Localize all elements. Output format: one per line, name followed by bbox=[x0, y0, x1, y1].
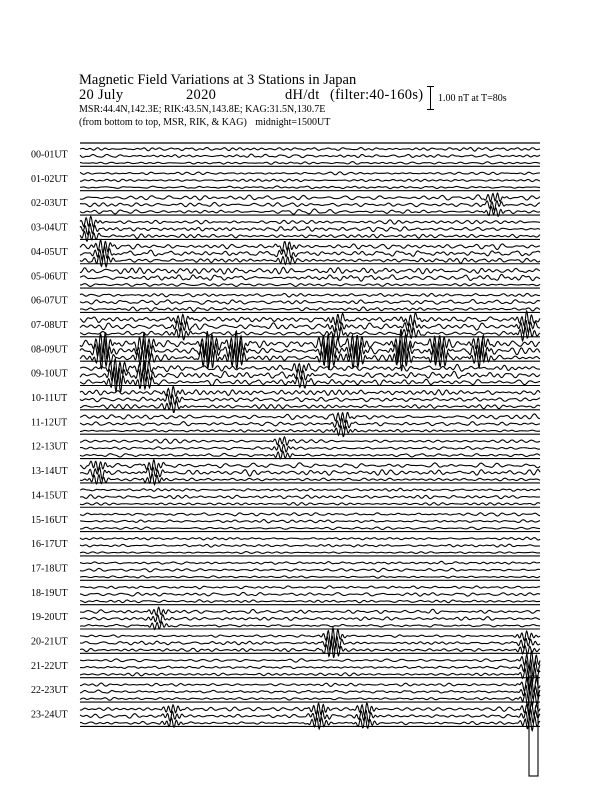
trace-msr bbox=[80, 527, 540, 529]
trace-kag bbox=[80, 148, 540, 152]
hour-label: 22-23UT bbox=[31, 685, 68, 697]
filter-label: (filter:40-160s) bbox=[330, 87, 424, 103]
trace-rik bbox=[80, 366, 540, 384]
trace-order-note: (from bottom to top, MSR, RIK, & KAG) bbox=[79, 117, 247, 128]
hour-row bbox=[31, 240, 540, 267]
hour-row bbox=[31, 488, 540, 507]
hour-row bbox=[31, 172, 540, 191]
trace-kag bbox=[80, 293, 540, 297]
hour-label: 15-16UT bbox=[31, 514, 68, 526]
hour-row bbox=[31, 311, 540, 341]
trace-rik bbox=[80, 444, 540, 452]
midnight-note: midnight=1500UT bbox=[255, 117, 331, 128]
trace-rik bbox=[80, 495, 540, 499]
scale-label: 1.00 nT at T=80s bbox=[438, 93, 507, 104]
trace-kag bbox=[80, 311, 540, 326]
trace-kag bbox=[80, 677, 540, 693]
hour-label: 10-11UT bbox=[31, 393, 68, 404]
hour-label: 23-24UT bbox=[31, 709, 68, 721]
trace-msr bbox=[80, 642, 540, 657]
hour-label: 16-17UT bbox=[31, 539, 68, 551]
trace-msr bbox=[80, 283, 540, 286]
hour-label: 01-02UT bbox=[31, 173, 68, 185]
hour-label: 02-03UT bbox=[31, 198, 68, 210]
hour-row bbox=[31, 460, 540, 485]
hour-row bbox=[31, 148, 540, 167]
hour-label: 21-22UT bbox=[31, 660, 68, 672]
trace-rik bbox=[80, 520, 540, 523]
hour-label: 06-07UT bbox=[31, 295, 68, 307]
hour-label: 03-04UT bbox=[31, 222, 68, 234]
trace-kag bbox=[80, 488, 540, 491]
trace-msr bbox=[80, 451, 540, 459]
hour-label: 00-01UT bbox=[31, 149, 68, 161]
trace-kag bbox=[80, 537, 540, 540]
trace-msr bbox=[80, 503, 540, 506]
hour-label: 12-13UT bbox=[31, 441, 68, 453]
hour-row bbox=[31, 413, 540, 437]
chart-title: Magnetic Field Variations at 3 Stations in Japan bbox=[79, 72, 357, 88]
trace-rik bbox=[80, 179, 540, 181]
hour-label: 09-10UT bbox=[31, 368, 68, 380]
hour-row bbox=[31, 537, 540, 556]
hour-row bbox=[31, 267, 540, 288]
hour-label: 18-19UT bbox=[31, 587, 68, 599]
hour-row bbox=[31, 702, 540, 731]
hour-label: 20-21UT bbox=[31, 636, 68, 648]
trace-rik bbox=[80, 592, 540, 596]
trace-kag bbox=[80, 702, 540, 716]
trace-msr bbox=[80, 186, 540, 189]
trace-msr bbox=[80, 576, 540, 578]
hour-label: 17-18UT bbox=[31, 563, 68, 575]
trace-rik bbox=[80, 636, 540, 651]
trace-kag bbox=[80, 513, 540, 516]
trace-kag bbox=[80, 267, 540, 274]
trace-kag bbox=[80, 628, 540, 644]
trace-msr bbox=[80, 162, 540, 165]
trace-msr bbox=[80, 426, 540, 437]
trace-rik bbox=[80, 224, 540, 235]
hour-row bbox=[31, 651, 540, 684]
hour-label: 13-14UT bbox=[31, 466, 68, 478]
trace-rik bbox=[80, 467, 540, 480]
trace-msr bbox=[80, 255, 540, 267]
hour-row bbox=[31, 677, 540, 706]
trace-rik bbox=[80, 274, 540, 281]
trace-kag bbox=[80, 193, 540, 202]
hour-row bbox=[31, 193, 540, 216]
trace-msr bbox=[80, 401, 540, 412]
trace-msr bbox=[80, 307, 540, 311]
trace-kag bbox=[80, 561, 540, 564]
hour-label: 07-08UT bbox=[31, 319, 68, 331]
trace-rik bbox=[80, 568, 540, 571]
trace-rik bbox=[80, 300, 540, 305]
hour-row bbox=[31, 387, 540, 413]
trace-msr bbox=[80, 717, 540, 731]
trace-rik bbox=[80, 201, 540, 211]
trace-kag bbox=[80, 586, 540, 589]
trace-kag bbox=[80, 437, 540, 445]
trace-rik bbox=[80, 394, 540, 405]
trace-msr bbox=[80, 600, 540, 603]
trace-rik bbox=[80, 615, 540, 623]
date-day: 20 July bbox=[79, 87, 124, 103]
hour-label: 11-12UT bbox=[31, 417, 68, 429]
hour-row bbox=[31, 561, 540, 580]
hour-label: 19-20UT bbox=[31, 612, 68, 624]
trace-msr bbox=[80, 622, 540, 630]
hour-label: 04-05UT bbox=[31, 246, 68, 258]
hour-row bbox=[31, 359, 540, 392]
hour-label: 08-09UT bbox=[31, 344, 68, 356]
hour-row bbox=[31, 293, 540, 312]
hour-row bbox=[31, 216, 540, 241]
trace-rik bbox=[80, 246, 540, 260]
hour-row bbox=[31, 513, 540, 532]
hour-row bbox=[31, 586, 540, 605]
trace-rik bbox=[80, 154, 540, 157]
trace-kag bbox=[80, 607, 540, 615]
hour-label: 05-06UT bbox=[31, 271, 68, 283]
trace-msr bbox=[80, 691, 540, 706]
quantity-label: dH/dt bbox=[285, 87, 320, 103]
trace-kag bbox=[80, 413, 540, 423]
trace-rik bbox=[80, 418, 540, 429]
hour-label: 14-15UT bbox=[31, 490, 68, 502]
trace-kag bbox=[80, 172, 540, 175]
station-coordinates: MSR:44.4N,142.3E; RIK:43.5N,143.8E; KAG:31.5N,130.7E bbox=[79, 104, 326, 115]
trace-msr bbox=[80, 552, 540, 554]
trace-kag bbox=[80, 387, 540, 398]
trace-kag bbox=[80, 216, 540, 227]
trace-rik bbox=[80, 544, 540, 547]
hour-row bbox=[31, 607, 540, 629]
date-year: 2020 bbox=[186, 87, 217, 103]
hour-row bbox=[31, 437, 540, 459]
hour-row bbox=[31, 329, 540, 371]
hour-row bbox=[31, 628, 540, 658]
